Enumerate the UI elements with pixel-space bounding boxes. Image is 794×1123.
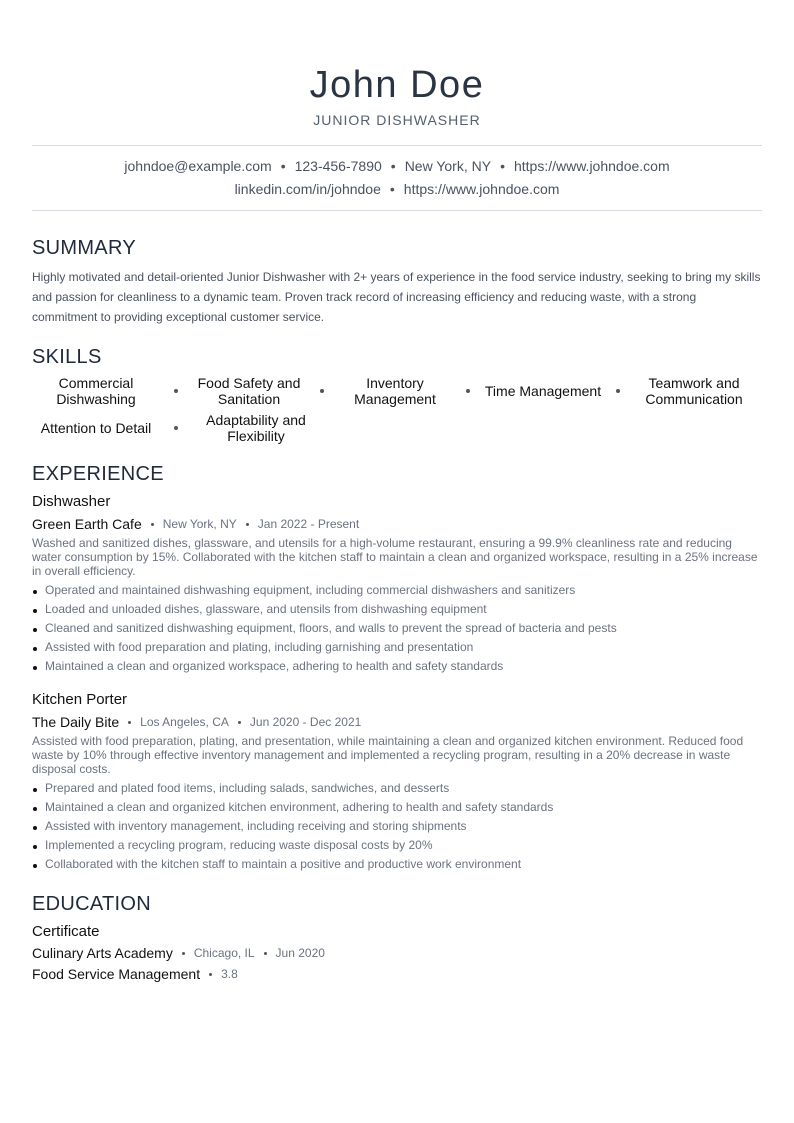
skill-separator-icon: [320, 389, 324, 393]
separator-dot-icon: [128, 721, 131, 724]
separator-dot-icon: [151, 523, 154, 526]
education-field-line: [32, 964, 762, 984]
contact-linkedin[interactable]: linkedin.com/in/johndoe: [234, 181, 381, 197]
contact-line-1: [32, 155, 762, 178]
skill-item: Time Management: [484, 383, 602, 399]
education-field: Food Service Management: [32, 966, 201, 982]
job-role: Kitchen Porter: [32, 691, 128, 708]
skill-item: Adaptability and Flexibility: [206, 412, 306, 444]
skill-item: Commercial Dishwashing: [56, 375, 136, 407]
experience-section: [32, 462, 762, 874]
list-item: Assisted with food preparation and plating, including garnishing and presentation: [32, 638, 762, 657]
job-entry: [32, 690, 762, 874]
job-description: Washed and sanitized dishes, glassware, and utensils for a high-volume restaurant, ensuring a 99.9% cleanliness rate and reducing water consumption by 15%. Collaborated with the kitchen staff to maintain a clean and organized workspace, resulting in a 25% increase in overall efficiency.: [32, 536, 758, 578]
skill-item: Teamwork and Communication: [645, 375, 743, 407]
education-degree: Certificate: [32, 923, 100, 940]
resume-page: [32, 0, 762, 984]
education-gpa: 3.8: [221, 967, 238, 981]
list-item: Prepared and plated food items, including salads, sandwiches, and desserts: [32, 779, 762, 798]
list-item: Maintained a clean and organized workspace, adhering to health and safety standards: [32, 657, 762, 676]
contact-info: [32, 145, 762, 211]
resume-header: [32, 0, 762, 129]
summary-heading: SUMMARY: [32, 237, 136, 259]
separator-dot-icon: [264, 952, 267, 955]
contact-location: New York, NY: [404, 158, 492, 174]
job-dates: Jan 2022 - Present: [257, 517, 360, 531]
job-meta: [32, 713, 762, 731]
job-dates: Jun 2020 - Dec 2021: [249, 715, 362, 729]
job-meta: [32, 515, 762, 533]
job-location: Los Angeles, CA: [140, 715, 229, 729]
list-item: Loaded and unloaded dishes, glassware, and utensils from dishwashing equipment: [32, 600, 762, 619]
contact-phone[interactable]: 123-456-7890: [294, 158, 382, 174]
separator-dot-icon: •: [389, 181, 395, 197]
separator-dot-icon: [246, 523, 249, 526]
contact-line-2: [32, 178, 762, 201]
job-company: Green Earth Cafe: [32, 516, 142, 532]
candidate-title: JUNIOR DISHWASHER: [313, 112, 481, 128]
job-role: Dishwasher: [32, 493, 111, 510]
skill-separator-icon: [616, 389, 620, 393]
job-location: New York, NY: [162, 517, 237, 531]
job-bullets: [32, 779, 762, 874]
list-item: Operated and maintained dishwashing equipment, including commercial dishwashers and sanitizers: [32, 581, 762, 600]
skill-item: Inventory Management: [354, 375, 436, 407]
skills-row-2: [32, 412, 762, 444]
education-heading: EDUCATION: [32, 893, 151, 915]
job-bullets: [32, 581, 762, 676]
job-description: Assisted with food preparation, plating, and presentation, while maintaining a clean and organized kitchen environment. Reduced food waste by 10% through effective inventory management and implemented a recycling program, resulting in a 20% decrease in waste disposal costs.: [32, 734, 744, 776]
skills-row-1: [32, 375, 762, 407]
candidate-name: John Doe: [309, 64, 485, 106]
list-item: Implemented a recycling program, reducing waste disposal costs by 20%: [32, 836, 762, 855]
list-item: Collaborated with the kitchen staff to maintain a positive and productive work environment: [32, 855, 762, 874]
summary-text: Highly motivated and detail-oriented Junior Dishwasher with 2+ years of experience in the food service industry, seeking to bring my skills and passion for cleanliness to a dynamic team. Proven track record of increasing efficiency and reducing waste, with a strong commitment to providing exceptional customer service.: [32, 270, 761, 324]
education-section: [32, 892, 762, 984]
summary-section: [32, 236, 762, 327]
skill-item: Food Safety and Sanitation: [197, 375, 301, 407]
education-school: Culinary Arts Academy: [32, 945, 173, 961]
job-company: The Daily Bite: [32, 714, 120, 730]
contact-website[interactable]: https://www.johndoe.com: [513, 158, 670, 174]
education-location: Chicago, IL: [193, 946, 255, 960]
skill-separator-icon: [174, 389, 178, 393]
list-item: Assisted with inventory management, including receiving and storing shipments: [32, 817, 762, 836]
education-school-line: [32, 943, 762, 963]
list-item: Cleaned and sanitized dishwashing equipment, floors, and walls to prevent the spread of bacteria and pests: [32, 619, 762, 638]
job-entry: [32, 492, 762, 676]
list-item: Maintained a clean and organized kitchen environment, adhering to health and safety standards: [32, 798, 762, 817]
skill-item: Attention to Detail: [40, 420, 152, 436]
education-date: Jun 2020: [275, 946, 325, 960]
separator-dot-icon: [182, 952, 185, 955]
experience-heading: EXPERIENCE: [32, 463, 164, 485]
contact-email[interactable]: johndoe@example.com: [124, 158, 272, 174]
skills-section: [32, 345, 762, 444]
separator-dot-icon: [238, 721, 241, 724]
skill-separator-icon: [466, 389, 470, 393]
separator-dot-icon: •: [500, 158, 505, 174]
skill-separator-icon: [174, 426, 178, 430]
contact-website-2[interactable]: https://www.johndoe.com: [403, 181, 560, 197]
skills-heading: SKILLS: [32, 346, 102, 368]
separator-dot-icon: •: [390, 158, 396, 174]
separator-dot-icon: [209, 973, 212, 976]
separator-dot-icon: •: [280, 158, 286, 174]
